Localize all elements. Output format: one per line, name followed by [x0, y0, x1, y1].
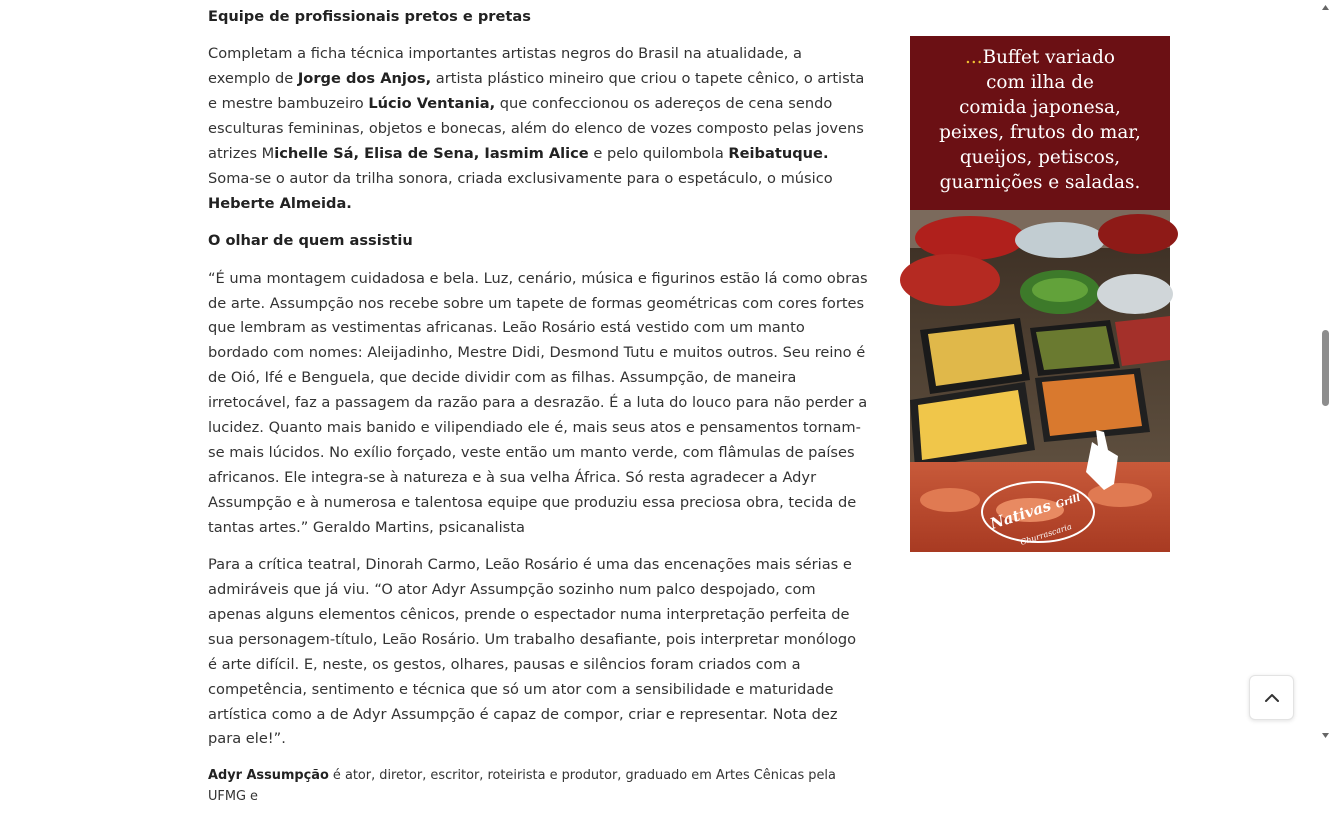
bio-name: Adyr Assumpção — [208, 767, 329, 783]
ad-line-5: queijos, petiscos, — [959, 147, 1121, 168]
section-heading-audience: O olhar de quem assistiu — [208, 232, 413, 250]
scroll-up-arrow-icon[interactable] — [1321, 3, 1330, 12]
scrollbar-thumb[interactable] — [1322, 330, 1329, 406]
ad-line-6: guarnições e saladas. — [939, 172, 1141, 193]
text-span: Completam a ficha técnica importantes artistas negros do Brasil na atualidade, a exemplo de — [208, 45, 802, 88]
name-jorge-dos-anjos: Jorge dos Anjos, — [297, 70, 432, 88]
ad-line-4: peixes, frutos do mar, — [939, 122, 1141, 143]
ad-line-3: comida japonesa, — [959, 97, 1121, 118]
article-content — [208, 5, 868, 819]
ad-line-1 — [910, 45, 1170, 70]
text-span: que confeccionou os adereços de cena sendo esculturas femininas, objetos e bonecas, além do elenco de vozes composto pelas jovens atrizes M — [208, 95, 864, 163]
ad-line-1-text: Buffet variado — [982, 47, 1115, 68]
paragraph-bio — [208, 765, 868, 807]
scroll-to-top-button[interactable] — [1249, 675, 1294, 720]
name-lucio-ventania: Lúcio Ventania, — [368, 95, 496, 113]
text-span: Soma-se o autor da trilha sonora, criada exclusivamente para o espetáculo, o músico — [208, 169, 833, 187]
paragraph-quote-geraldo: “É uma montagem cuidadosa e bela. Luz, cenário, música e figurinos estão lá como obras de arte. Assumpção nos recebe sobre um tapete de formas geométricas com cores fortes que lembram as vestimentas africanas. Leão Rosário está vestido com um manto bordado com nomes: Aleijadinho, Mestre Didi, Desmond Tutu e muitos outros. Seu reino é de Oió, Ifé e Benguela, que decide dividir com as filhas. Assumpção, de maneira irretocável, faz a passagem da razão para a desrazão. É a luta do louco para não perder a lucidez. Quanto mais banido e vilipendiado ele é, mais seus atos e pensamentos tornam-se mais lúcidos. No exílio forçado, veste então um manto verde, com flâmulas de países africanos. Ele integra-se à natureza e à sua velha África. Só resta agradecer a Adyr Assumpção e à numerosa e talentosa equipe que produziu essa preciosa obra, tecida de tantas artes.” Geraldo Martins, psicanalista — [208, 269, 868, 536]
vertical-scrollbar[interactable] — [1319, 0, 1332, 744]
paragraph-critic-dinorah: Para a crítica teatral, Dinorah Carmo, Leão Rosário é uma das encenações mais sérias e admiráveis que já viu. “O ator Adyr Assumpção sozinho num palco despojado, com apenas alguns elementos cênicos, prende o espectador numa interpretação perfeita de sua personagem-título, Leão Rosário. Um trabalho desafiante, pois interpretar monólogo é arte difícil. E, neste, os gestos, olhares, pausas e silêncios foram criados com a competência, sentimento e técnica que só um ator com a sensibilidade e maturidade artística como a de Adyr Assumpção é capaz de compor, criar e representar. Nota dez para ele!”. — [208, 556, 857, 748]
scroll-down-arrow-icon[interactable] — [1321, 731, 1330, 740]
ad-brand: Nativas — [987, 496, 1054, 533]
name-reibatuque: Reibatuque. — [728, 145, 829, 163]
section-heading-team: Equipe de profissionais pretos e pretas — [208, 8, 531, 25]
ad-headline — [910, 45, 1170, 195]
name-voice-cast: ichelle Sá, Elisa de Sena, Iasmim Alice — [274, 145, 589, 163]
ad-banner-nativas-grill[interactable] — [910, 36, 1170, 552]
ad-brand-sub: Churrascaria — [1019, 521, 1073, 548]
ad-line-2: com ilha de — [986, 72, 1094, 93]
bio-text: é ator, diretor, escritor, roteirista e produtor, graduado em Artes Cênicas pela UFMG e — [208, 767, 836, 804]
ad-brand-suffix: Grill — [1054, 492, 1082, 511]
ad-dots: ... — [965, 47, 983, 68]
name-heberte-almeida: Heberte Almeida. — [208, 194, 352, 212]
text-span: e pelo quilombola — [588, 145, 729, 163]
chevron-up-icon — [1264, 690, 1280, 706]
text-span: artista plástico mineiro que criou o tapete cênico, o artista e mestre bambuzeiro — [208, 70, 865, 113]
paragraph-team — [208, 42, 868, 216]
